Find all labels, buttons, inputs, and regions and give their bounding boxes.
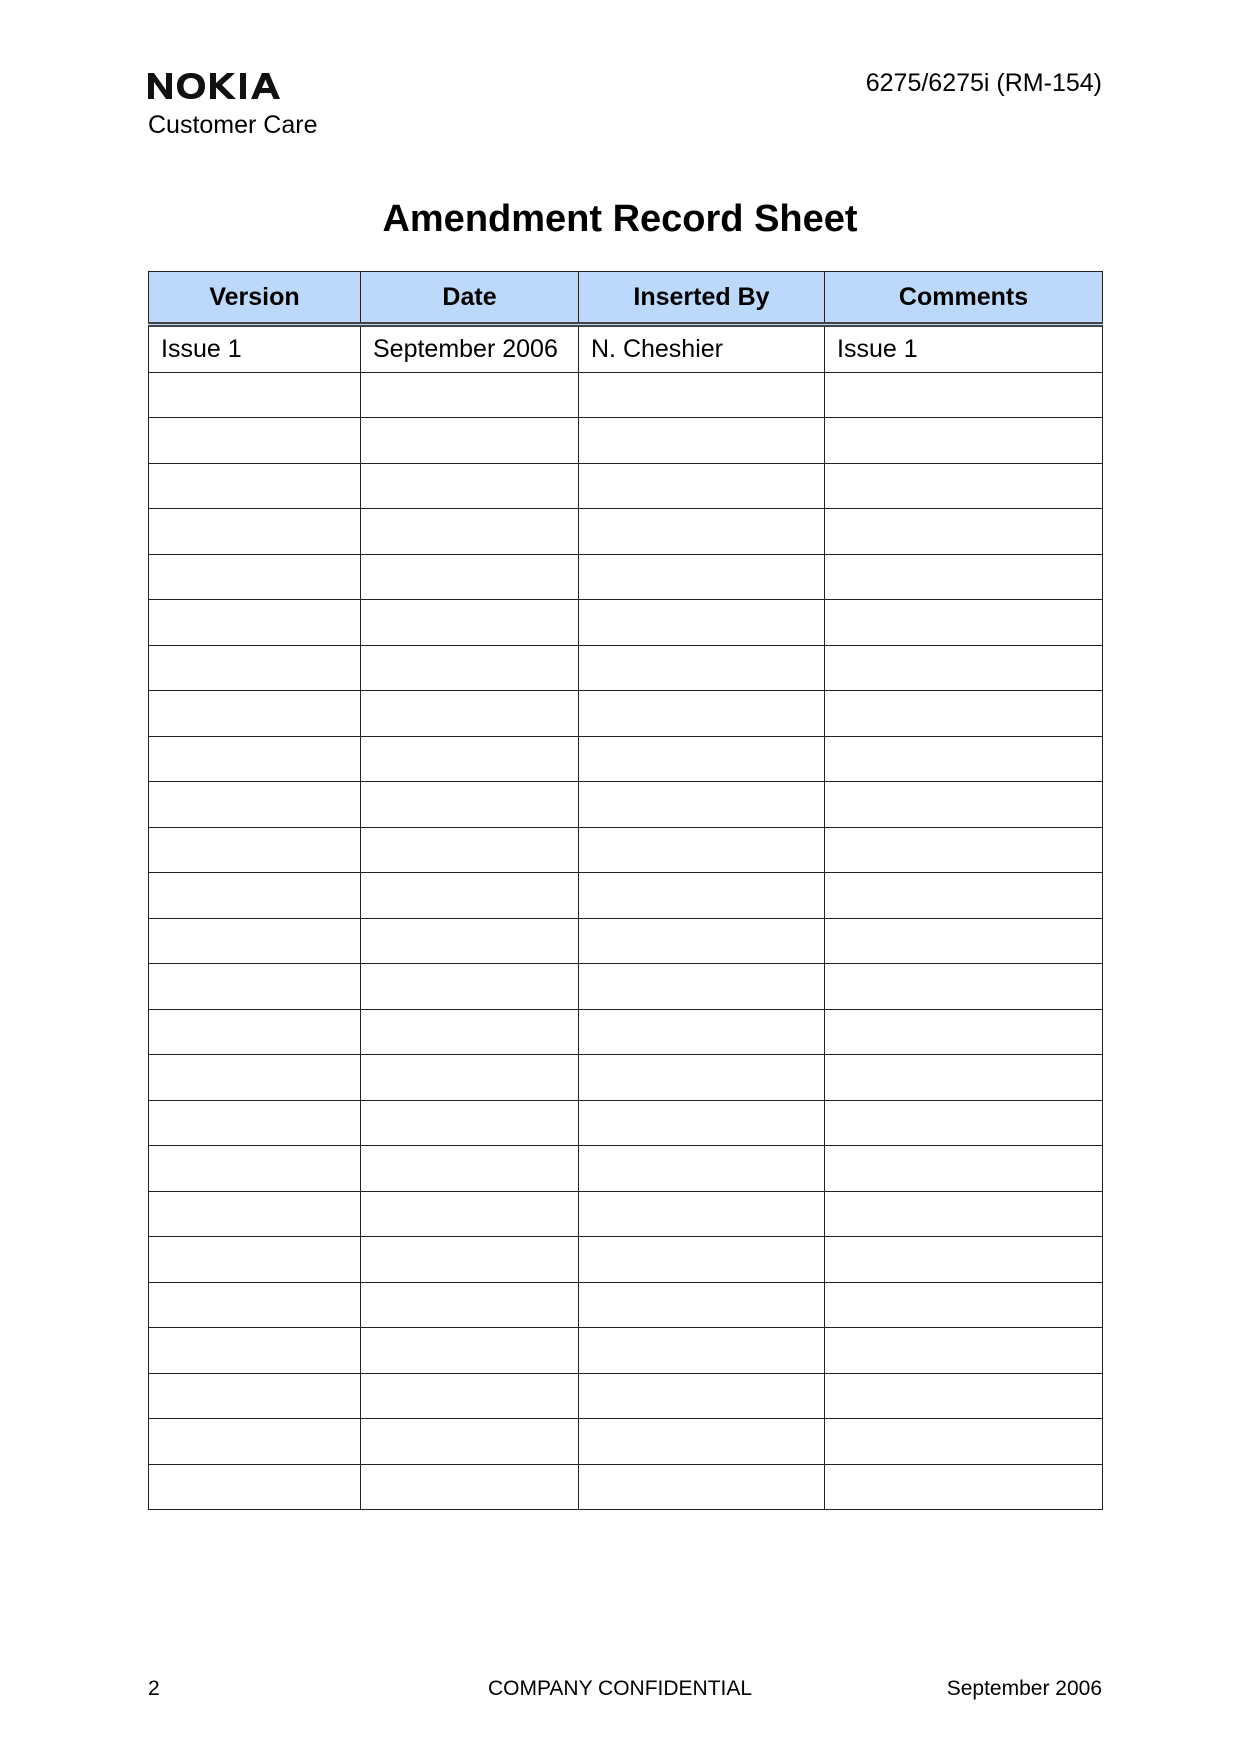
amendment-record-table [148, 271, 1103, 1510]
cell-version [149, 1419, 361, 1465]
footer-page-number: 2 [148, 1677, 160, 1700]
cell-version [149, 1055, 361, 1101]
cell-date [361, 1009, 579, 1055]
cell-inserted-by [579, 372, 825, 418]
cell-comments [825, 554, 1103, 600]
cell-comments [825, 1328, 1103, 1374]
cell-inserted-by [579, 1282, 825, 1328]
cell-date [361, 964, 579, 1010]
cell-comments [825, 463, 1103, 509]
blank-table-row [149, 1237, 1103, 1283]
cell-version [149, 372, 361, 418]
cell-version [149, 1009, 361, 1055]
cell-date [361, 1328, 579, 1374]
cell-comments [825, 736, 1103, 782]
cell-date [361, 418, 579, 464]
cell-date [361, 1191, 579, 1237]
table-body [149, 325, 1103, 1510]
cell-inserted-by [579, 782, 825, 828]
cell-date [361, 1055, 579, 1101]
blank-table-row [149, 418, 1103, 464]
cell-date [361, 782, 579, 828]
footer-date: September 2006 [946, 1677, 1102, 1700]
blank-table-row [149, 509, 1103, 555]
blank-table-row [149, 554, 1103, 600]
cell-comments [825, 1373, 1103, 1419]
cell-comments [825, 827, 1103, 873]
nokia-wordmark-icon [148, 72, 288, 100]
cell-version [149, 1191, 361, 1237]
cell-inserted-by [579, 827, 825, 873]
cell-comments [825, 691, 1103, 737]
table-header-row [149, 272, 1103, 325]
cell-inserted-by [579, 1237, 825, 1283]
cell-version [149, 918, 361, 964]
table-row [149, 325, 1103, 373]
cell-inserted-by [579, 645, 825, 691]
cell-version [149, 463, 361, 509]
blank-table-row [149, 1373, 1103, 1419]
blank-table-row [149, 1146, 1103, 1192]
cell-date [361, 1146, 579, 1192]
cell-version [149, 827, 361, 873]
cell-version [149, 1282, 361, 1328]
cell-inserted-by [579, 418, 825, 464]
cell-inserted-by [579, 1419, 825, 1465]
cell-version [149, 873, 361, 919]
cell-inserted-by [579, 736, 825, 782]
blank-table-row [149, 918, 1103, 964]
nokia-logo [148, 72, 288, 100]
cell-inserted-by [579, 554, 825, 600]
cell-date [361, 736, 579, 782]
cell-inserted-by [579, 1464, 825, 1510]
blank-table-row [149, 827, 1103, 873]
cell-inserted-by [579, 1100, 825, 1146]
cell-inserted-by [579, 1146, 825, 1192]
blank-table-row [149, 736, 1103, 782]
blank-table-row [149, 1328, 1103, 1374]
cell-version [149, 782, 361, 828]
blank-table-row [149, 1464, 1103, 1510]
blank-table-row [149, 1282, 1103, 1328]
cell-comments [825, 1146, 1103, 1192]
cell-date [361, 372, 579, 418]
cell-comments [825, 1009, 1103, 1055]
cell-version [149, 600, 361, 646]
cell-comments [825, 509, 1103, 555]
cell-date [361, 827, 579, 873]
blank-table-row [149, 691, 1103, 737]
cell-date [361, 691, 579, 737]
header-subtitle: Customer Care [148, 111, 318, 139]
cell-version [149, 1464, 361, 1510]
cell-version [149, 554, 361, 600]
cell-date [361, 1464, 579, 1510]
blank-table-row [149, 1191, 1103, 1237]
blank-table-row [149, 873, 1103, 919]
cell-inserted-by [579, 691, 825, 737]
column-header-date: Date [361, 272, 579, 325]
page-title: Amendment Record Sheet [382, 198, 858, 240]
cell-comments [825, 1055, 1103, 1101]
cell-date: September 2006 [361, 325, 579, 373]
cell-date [361, 554, 579, 600]
cell-version [149, 691, 361, 737]
cell-inserted-by [579, 509, 825, 555]
cell-inserted-by [579, 600, 825, 646]
cell-version [149, 1146, 361, 1192]
cell-version: Issue 1 [149, 325, 361, 373]
cell-version [149, 736, 361, 782]
cell-version [149, 418, 361, 464]
cell-inserted-by [579, 1055, 825, 1101]
cell-comments [825, 964, 1103, 1010]
cell-comments [825, 782, 1103, 828]
cell-version [149, 645, 361, 691]
cell-date [361, 509, 579, 555]
cell-comments [825, 600, 1103, 646]
cell-comments [825, 1282, 1103, 1328]
cell-date [361, 1100, 579, 1146]
cell-date [361, 645, 579, 691]
cell-inserted-by [579, 1191, 825, 1237]
cell-date [361, 600, 579, 646]
cell-inserted-by [579, 964, 825, 1010]
cell-inserted-by [579, 873, 825, 919]
cell-date [361, 1282, 579, 1328]
cell-comments [825, 1464, 1103, 1510]
cell-date [361, 1373, 579, 1419]
cell-comments [825, 372, 1103, 418]
cell-inserted-by [579, 1328, 825, 1374]
cell-date [361, 1419, 579, 1465]
cell-inserted-by: N. Cheshier [579, 325, 825, 373]
cell-version [149, 1328, 361, 1374]
cell-comments [825, 873, 1103, 919]
cell-date [361, 873, 579, 919]
cell-date [361, 463, 579, 509]
cell-inserted-by [579, 463, 825, 509]
cell-version [149, 1373, 361, 1419]
cell-inserted-by [579, 918, 825, 964]
blank-table-row [149, 463, 1103, 509]
header-model: 6275/6275i (RM-154) [865, 69, 1102, 97]
blank-table-row [149, 1100, 1103, 1146]
footer-confidentiality: COMPANY CONFIDENTIAL [487, 1677, 753, 1700]
blank-table-row [149, 1055, 1103, 1101]
cell-inserted-by [579, 1373, 825, 1419]
blank-table-row [149, 372, 1103, 418]
cell-version [149, 1100, 361, 1146]
cell-date [361, 1237, 579, 1283]
column-header-comments: Comments [825, 272, 1103, 325]
column-header-inserted-by: Inserted By [579, 272, 825, 325]
cell-inserted-by [579, 1009, 825, 1055]
cell-comments [825, 918, 1103, 964]
cell-date [361, 918, 579, 964]
blank-table-row [149, 1419, 1103, 1465]
cell-version [149, 964, 361, 1010]
blank-table-row [149, 1009, 1103, 1055]
blank-table-row [149, 782, 1103, 828]
blank-table-row [149, 645, 1103, 691]
cell-comments [825, 1191, 1103, 1237]
cell-version [149, 1237, 361, 1283]
cell-comments [825, 418, 1103, 464]
cell-comments [825, 1419, 1103, 1465]
cell-comments: Issue 1 [825, 325, 1103, 373]
cell-comments [825, 1100, 1103, 1146]
cell-comments [825, 645, 1103, 691]
cell-comments [825, 1237, 1103, 1283]
column-header-version: Version [149, 272, 361, 325]
cell-version [149, 509, 361, 555]
blank-table-row [149, 600, 1103, 646]
blank-table-row [149, 964, 1103, 1010]
